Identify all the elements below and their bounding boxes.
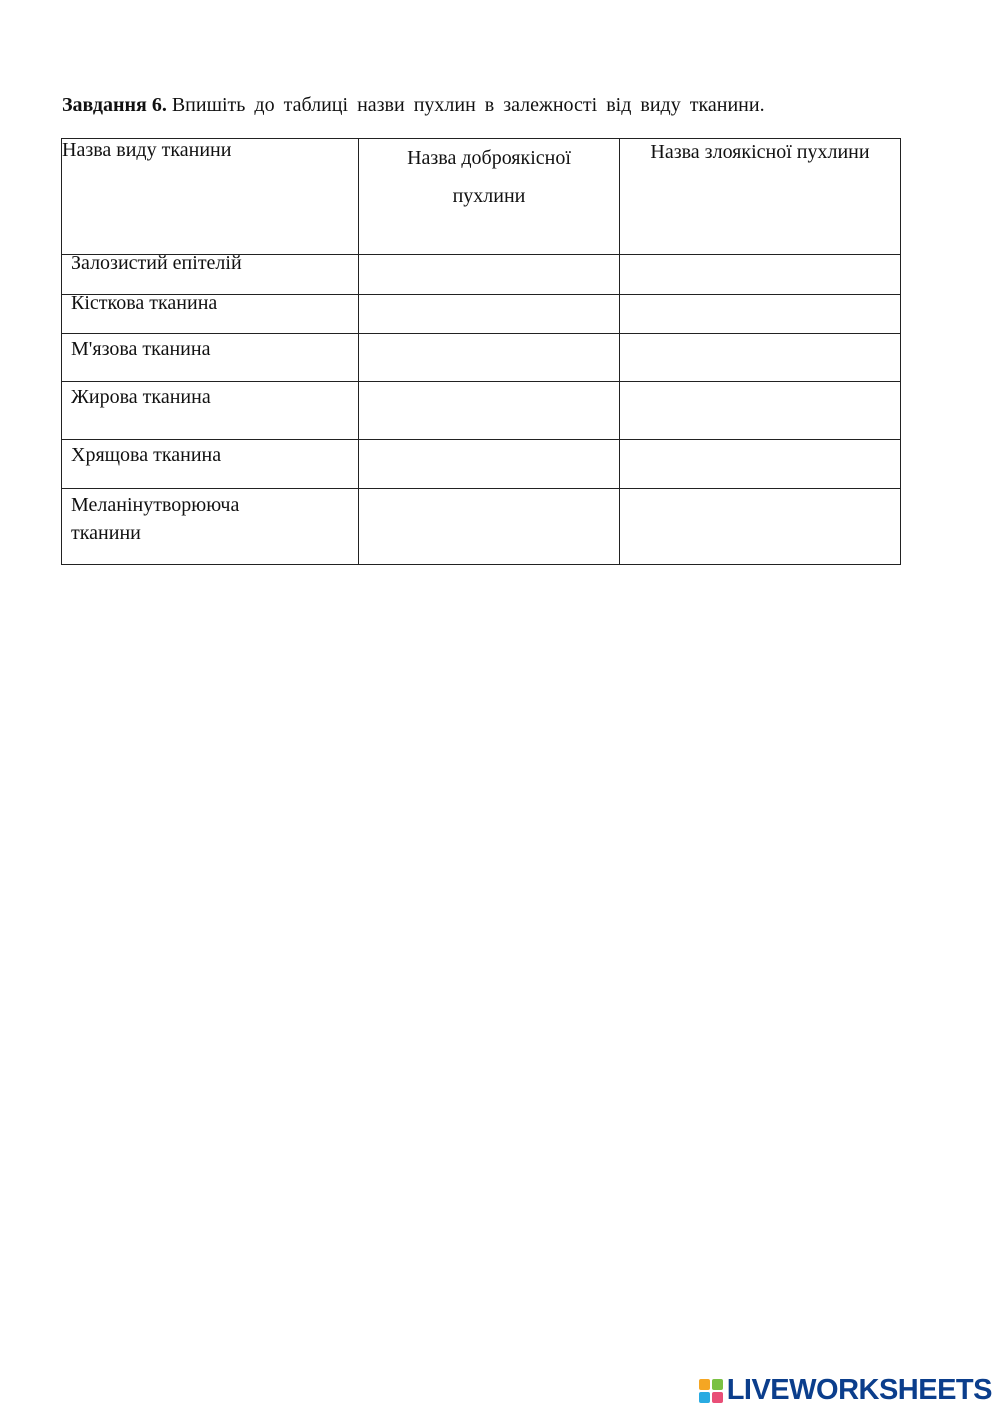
benign-answer-field[interactable] xyxy=(359,382,620,440)
table-row xyxy=(62,489,901,565)
benign-answer-field[interactable] xyxy=(359,440,620,489)
tissue-name-cell: Жирова тканина xyxy=(62,382,359,440)
tissue-name-cell: Залозистий епітелій xyxy=(62,255,359,295)
table-row xyxy=(62,295,901,334)
malignant-answer-field[interactable] xyxy=(620,334,901,382)
tumor-table xyxy=(61,138,901,565)
task-label: Завдання 6. xyxy=(62,94,167,116)
table-row xyxy=(62,440,901,489)
tissue-name-cell xyxy=(62,489,359,565)
header-benign-line1: Назва доброякісної xyxy=(407,147,571,169)
tissue-name-cell: Кісткова тканина xyxy=(62,295,359,334)
header-tissue-type: Назва виду тканини xyxy=(62,139,359,255)
malignant-answer-field[interactable] xyxy=(620,255,901,295)
table-row xyxy=(62,382,901,440)
table-header-row xyxy=(62,139,901,255)
header-benign-tumor xyxy=(359,139,620,255)
brand-name: LIVEWORKSHEETS xyxy=(726,1374,992,1406)
benign-answer-field[interactable] xyxy=(359,334,620,382)
benign-answer-field[interactable] xyxy=(359,489,620,565)
header-benign-line2: пухлини xyxy=(452,185,526,207)
table-row xyxy=(62,255,901,295)
benign-answer-field[interactable] xyxy=(359,295,620,334)
liveworksheets-logo-icon xyxy=(699,1379,723,1403)
table-row xyxy=(62,334,901,382)
tissue-name-line1: Меланінутворююча xyxy=(71,494,240,516)
malignant-answer-field[interactable] xyxy=(620,489,901,565)
liveworksheets-brand xyxy=(699,1376,992,1405)
task-instruction: Впишіть до таблиці назви пухлин в залежності від виду тканини. xyxy=(171,94,765,116)
tissue-name-cell: Хрящова тканина xyxy=(62,440,359,489)
tissue-name-cell: М'язова тканина xyxy=(62,334,359,382)
tissue-name-line2: тканини xyxy=(71,522,141,544)
malignant-answer-field[interactable] xyxy=(620,382,901,440)
task-heading xyxy=(62,92,942,118)
malignant-answer-field[interactable] xyxy=(620,440,901,489)
header-malignant-tumor: Назва злоякісної пухлини xyxy=(620,139,901,255)
malignant-answer-field[interactable] xyxy=(620,295,901,334)
benign-answer-field[interactable] xyxy=(359,255,620,295)
